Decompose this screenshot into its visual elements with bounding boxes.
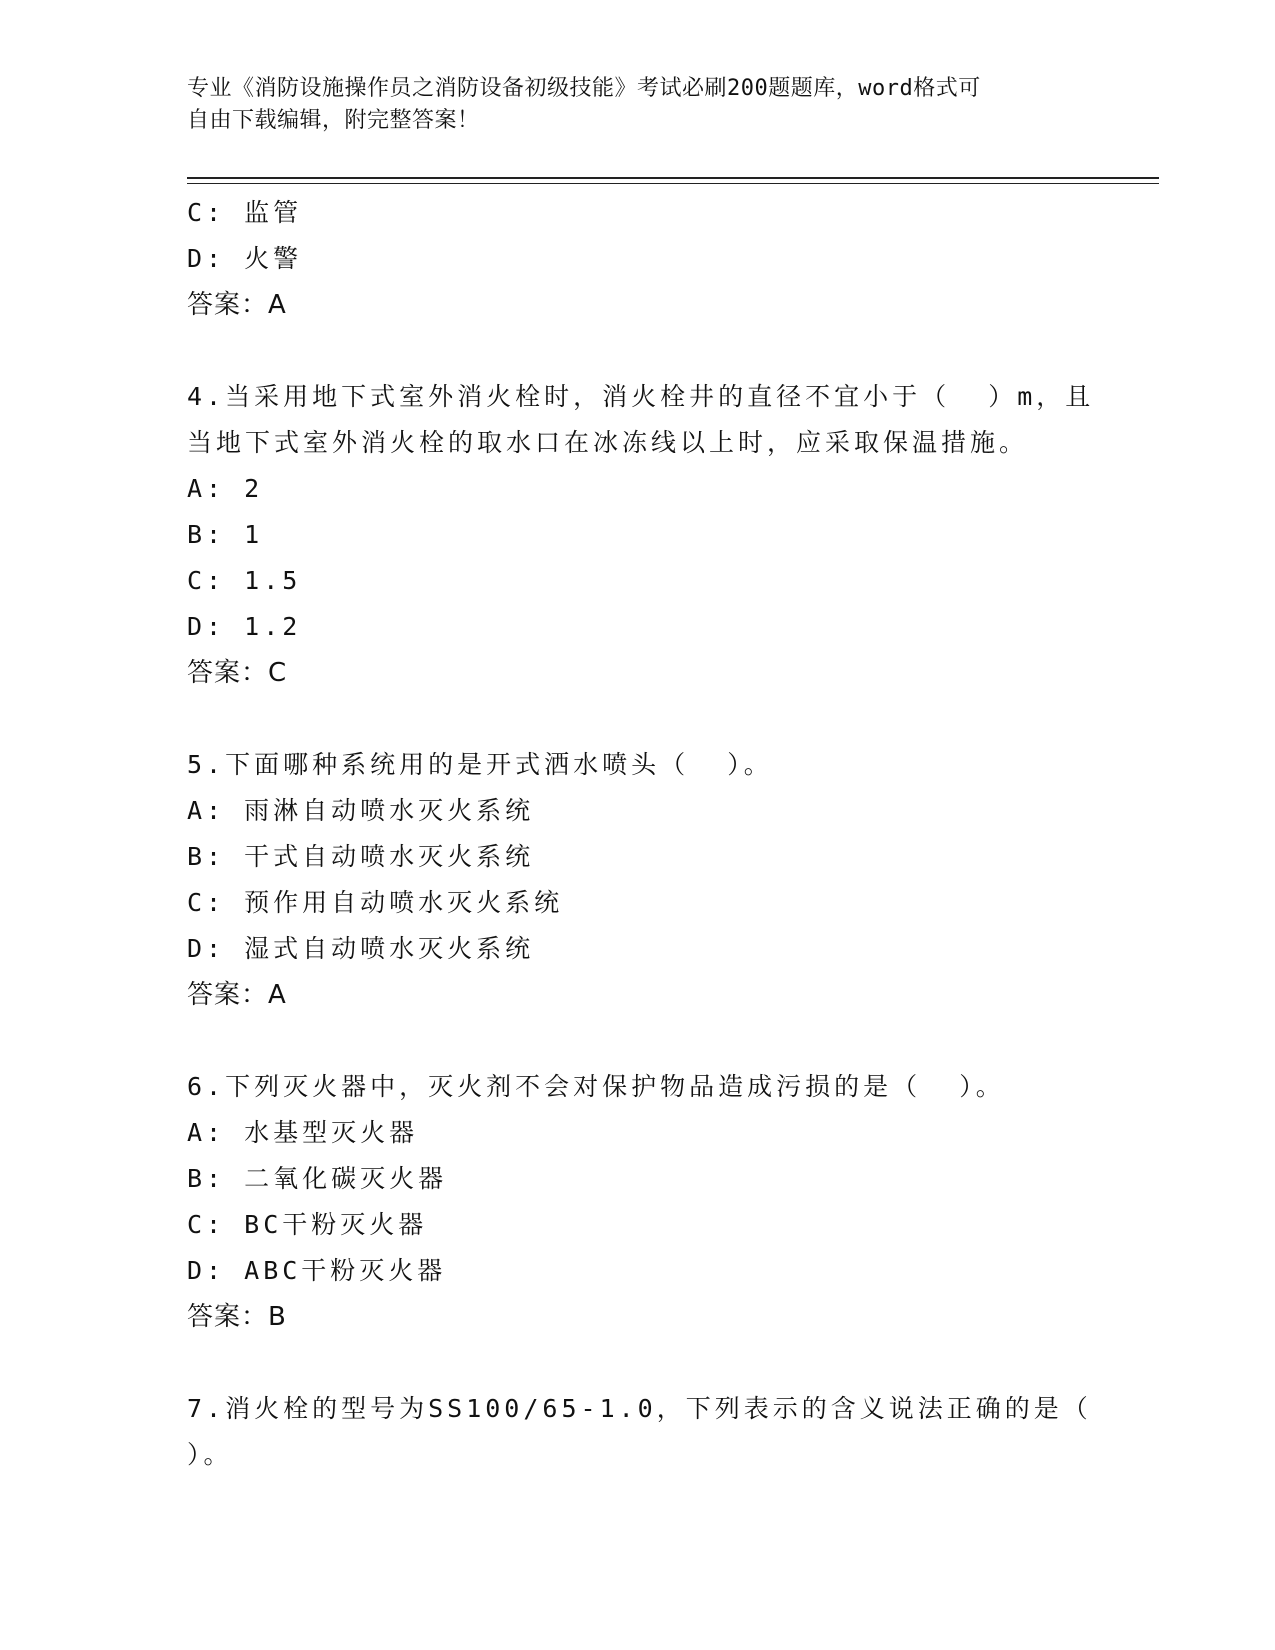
spacer [187,328,1087,374]
option-line: C: 预作用自动喷水灭火系统 [187,888,564,917]
question-list [187,190,1095,1478]
option-line: D: 火警 [187,244,303,273]
question-text: 5.下面哪种系统用的是开式洒水喷头（ ）。 [187,750,773,779]
answer-line: 答案：C [187,658,288,688]
header-line-2: 自由下载编辑，附完整答案！ [187,108,480,133]
answer-line: 答案：A [187,980,287,1010]
spacer [187,696,1087,742]
option-line: B: 二氧化碳灭火器 [187,1164,448,1193]
option-line: D: ABC干粉灭火器 [187,1256,447,1285]
option-line: A: 水基型灭火器 [187,1118,419,1147]
question-text: 7.消火栓的型号为SS100/65-1.0，下列表示的含义说法正确的是（ [187,1394,1092,1423]
header-divider-thick [187,177,1159,179]
option-line: A: 雨淋自动喷水灭火系统 [187,796,535,825]
option-line: D: 1.2 [187,612,302,641]
answer-line: 答案：B [187,1302,287,1332]
option-line: B: 干式自动喷水灭火系统 [187,842,535,871]
option-line: B: 1 [187,520,264,549]
spacer [187,1018,1087,1064]
question-text: 当地下式室外消火栓的取水口在冰冻线以上时，应采取保温措施。 [187,428,1029,457]
question-text: ）。 [187,1440,233,1469]
option-line: A: 2 [187,474,264,503]
answer-line: 答案：A [187,290,287,320]
option-line: C: 1.5 [187,566,302,595]
header-divider-thin [187,183,1159,184]
option-line: D: 湿式自动喷水灭火系统 [187,934,535,963]
document-header [187,73,1067,137]
option-line: C: 监管 [187,198,303,227]
spacer [187,1340,1087,1386]
question-text: 6.下列灭火器中，灭火剂不会对保护物品造成污损的是（ ）。 [187,1072,1005,1101]
option-line: C: BC干粉灭火器 [187,1210,428,1239]
header-line-1: 专业《消防设施操作员之消防设备初级技能》考试必刷200题题库，word格式可 [187,76,981,101]
question-text: 4.当采用地下式室外消火栓时，消火栓井的直径不宜小于（ ）m，且 [187,382,1095,411]
